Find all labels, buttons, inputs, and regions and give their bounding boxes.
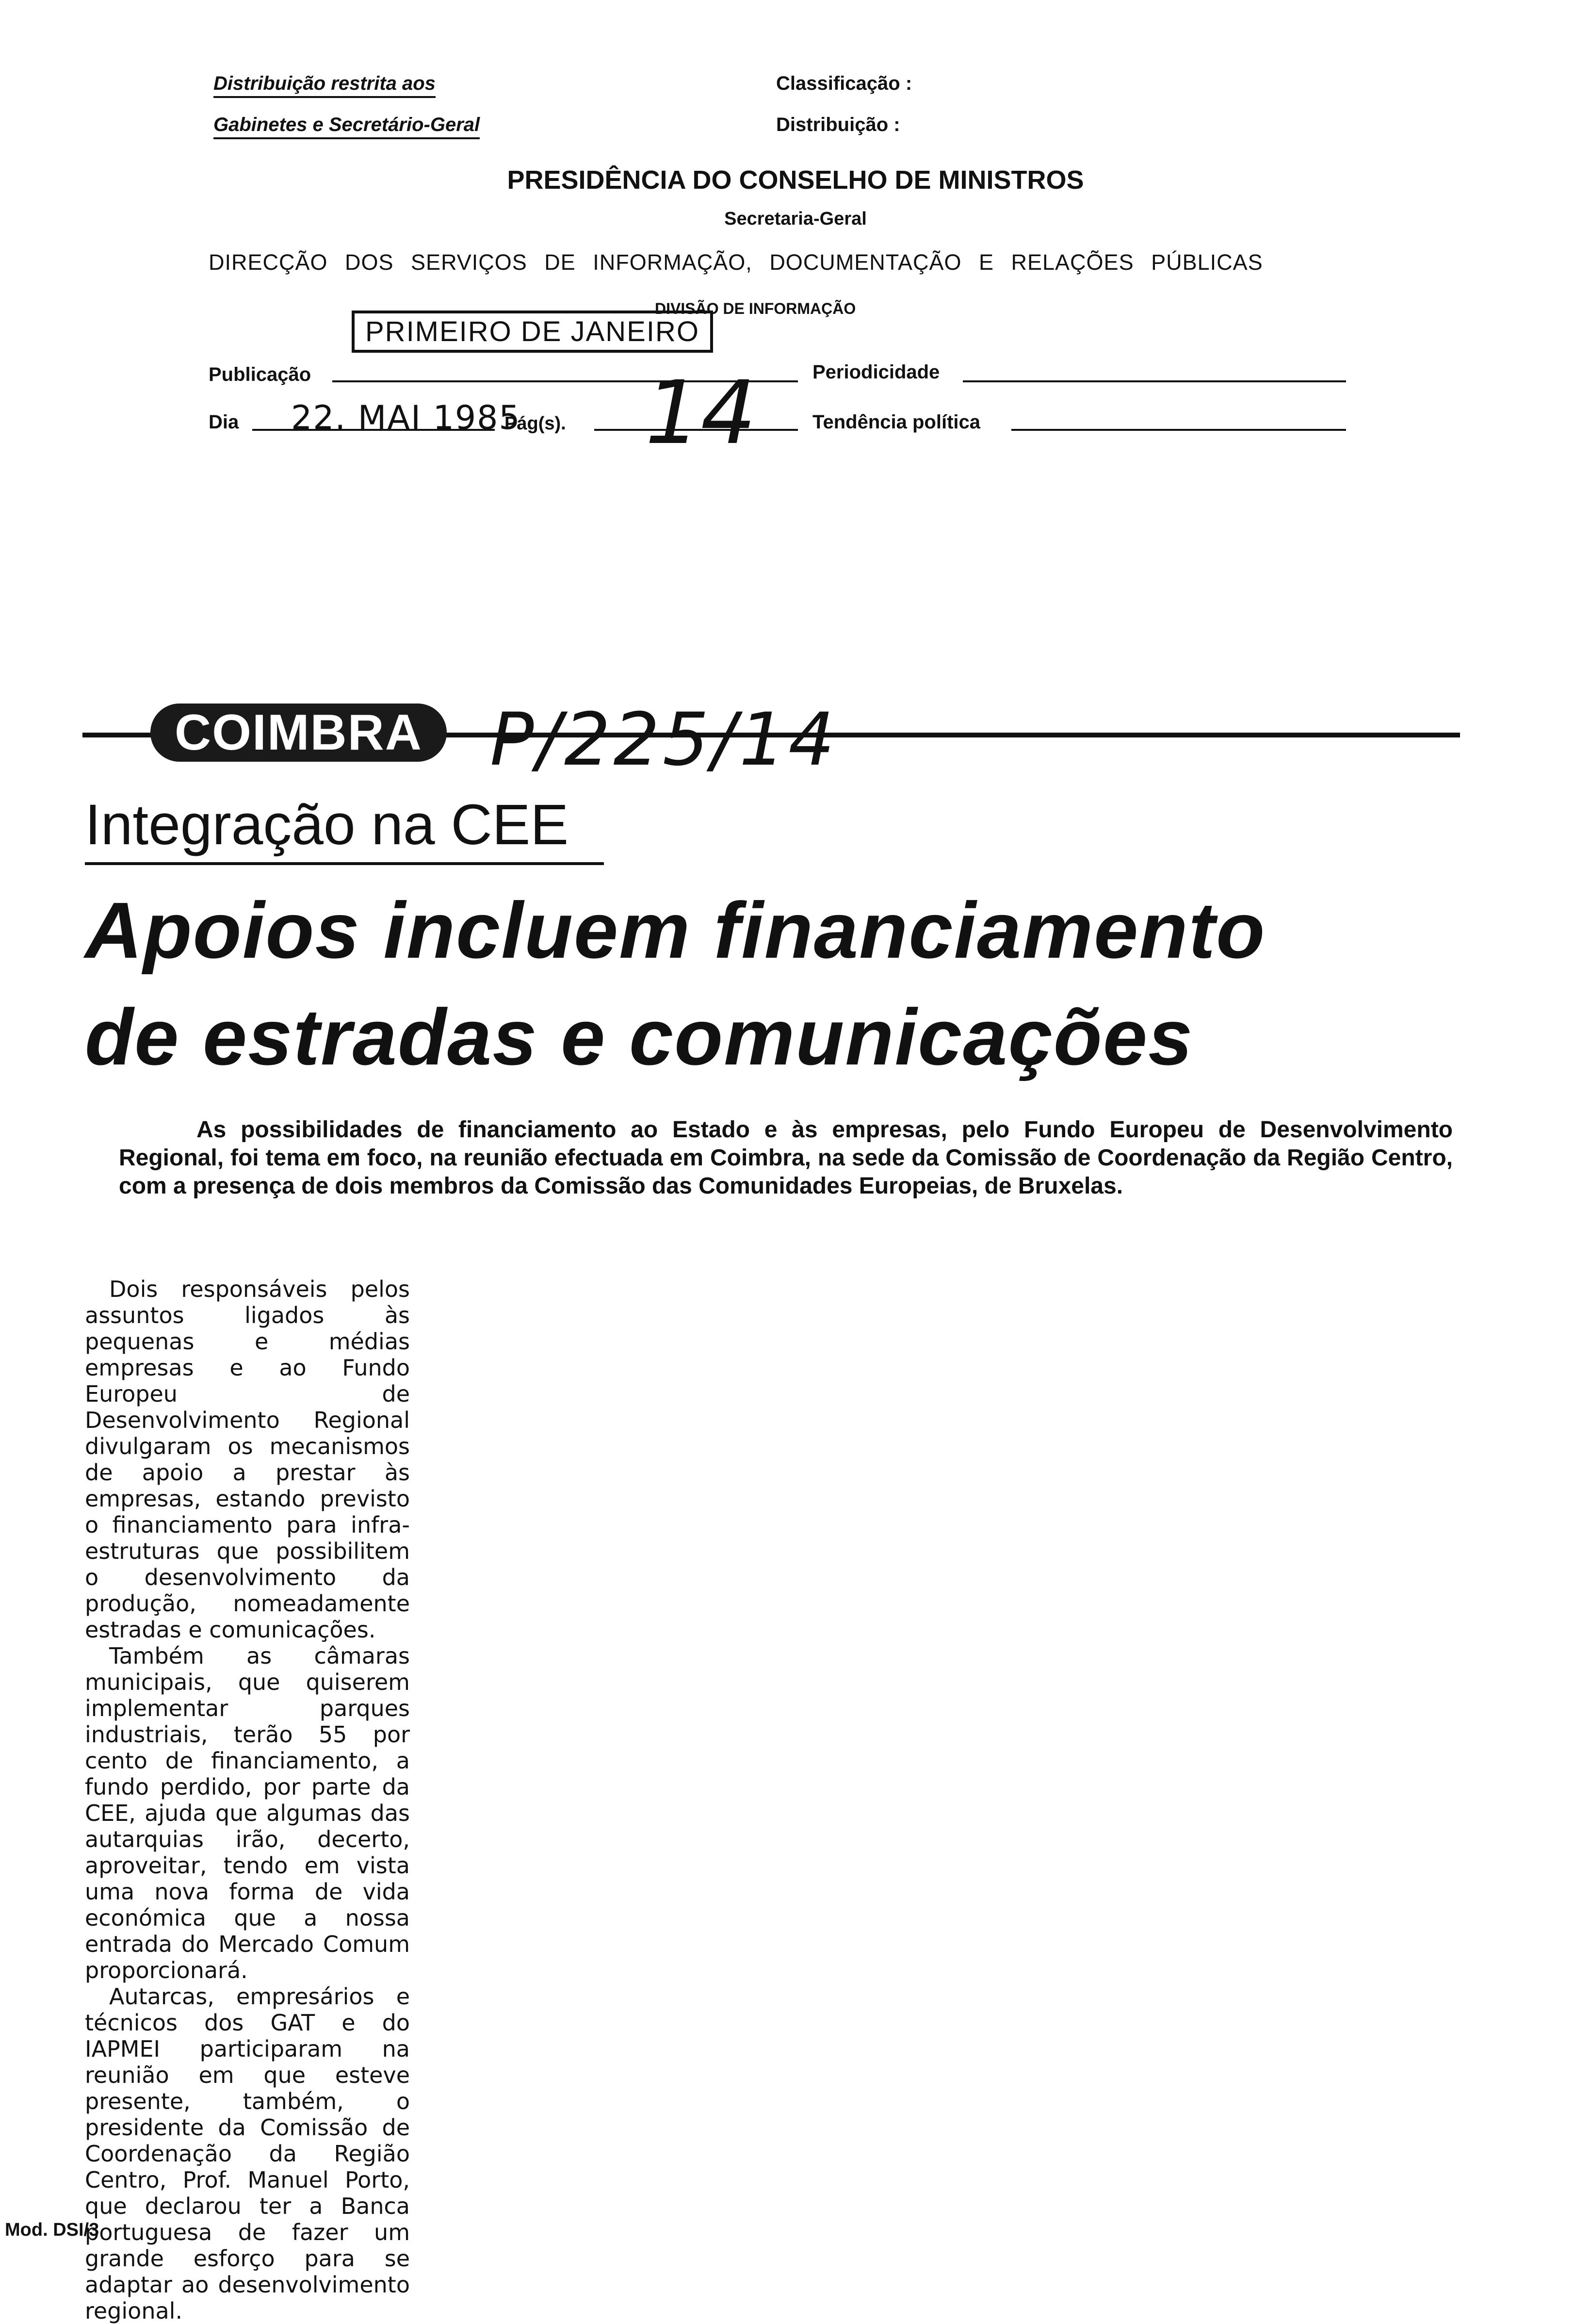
distribution-note-line1: Distribuição restrita aos bbox=[213, 73, 436, 95]
body-paragraph-1: Dois responsáveis pelos assuntos ligados às pequenas e médias empresas e ao Fundo Europeu de Desenvolvimento Regional divulgaram os mecanismos de apoio a prestar às empresas, estando previsto o financiamento para infra-estruturas que possibilitem o desenvolvimento da produção, nomeadamente estradas e comunicações. bbox=[85, 1276, 410, 1643]
body-column bbox=[85, 1276, 410, 2324]
political-tendency-field-line bbox=[1011, 429, 1346, 431]
political-tendency-label: Tendência política bbox=[812, 411, 980, 433]
headline-line1: Apoios incluem financiamento bbox=[85, 886, 1266, 975]
pages-label: Pág(s). bbox=[504, 413, 566, 434]
periodicity-field-line bbox=[963, 380, 1346, 382]
division-label: DIVISÃO DE INFORMAÇÃO bbox=[655, 300, 856, 317]
body-paragraph-3: Autarcas, empresários e técnicos dos GAT e do IAPMEI participaram na reunião em que esteve presente, também, o presidente da Comissão de Coordenação da Região Centro, Prof. Manuel Porto, que declarou ter a Banca portuguesa de fazer um grande esforço para se adaptar ao desenvolvimento regional. bbox=[85, 1983, 410, 2324]
lead-paragraph: As possibilidades de financiamento ao Estado e às empresas, pelo Fundo Europeu de Desenvolvimento Regional, foi tema em foco, na reunião efectuada em Coimbra, na sede da Comissão de Coordenação da Região Centro, com a presença de dois membros da Comissão das Comunidades Europeias, de Bruxelas. bbox=[119, 1117, 1453, 1199]
day-label: Dia bbox=[209, 411, 239, 433]
publication-label: Publicação bbox=[209, 364, 311, 385]
date-stamp: 22. MAI 1985 bbox=[291, 399, 521, 437]
periodicity-label: Periodicidade bbox=[812, 361, 940, 383]
section-tag: COIMBRA bbox=[150, 704, 447, 762]
kicker: Integração na CEE bbox=[85, 793, 604, 865]
directorate: DIRECÇÃO DOS SERVIÇOS DE INFORMAÇÃO, DOCUMENTAÇÃO E RELAÇÕES PÚBLICAS bbox=[209, 250, 1263, 275]
headline-line2: de estradas e comunicações bbox=[85, 993, 1194, 1081]
form-code: Mod. DSI/3 bbox=[5, 2220, 99, 2240]
distribution-label: Distribuição : bbox=[776, 114, 900, 135]
body-paragraph-2: Também as câmaras municipais, que quiserem implementar parques industriais, terão 55 por cento de financiamento, a fundo perdido, por parte da CEE, ajuda que algumas das autarquias irão, decerto, aproveitar, tendo em vista uma nova forma de vida económica que a nossa entrada do Mercado Comum proporcionará. bbox=[85, 1643, 410, 1983]
org-subtitle: Secretaria-Geral bbox=[724, 209, 867, 229]
org-name: PRESIDÊNCIA DO CONSELHO DE MINISTROS bbox=[507, 165, 1084, 195]
classification-label: Classificação : bbox=[776, 73, 912, 94]
page-number: 14 bbox=[645, 362, 757, 464]
handwritten-reference: P/225/14 bbox=[490, 698, 838, 782]
publication-stamp: PRIMEIRO DE JANEIRO bbox=[352, 311, 713, 353]
distribution-note-line2: Gabinetes e Secretário-Geral bbox=[213, 114, 480, 136]
